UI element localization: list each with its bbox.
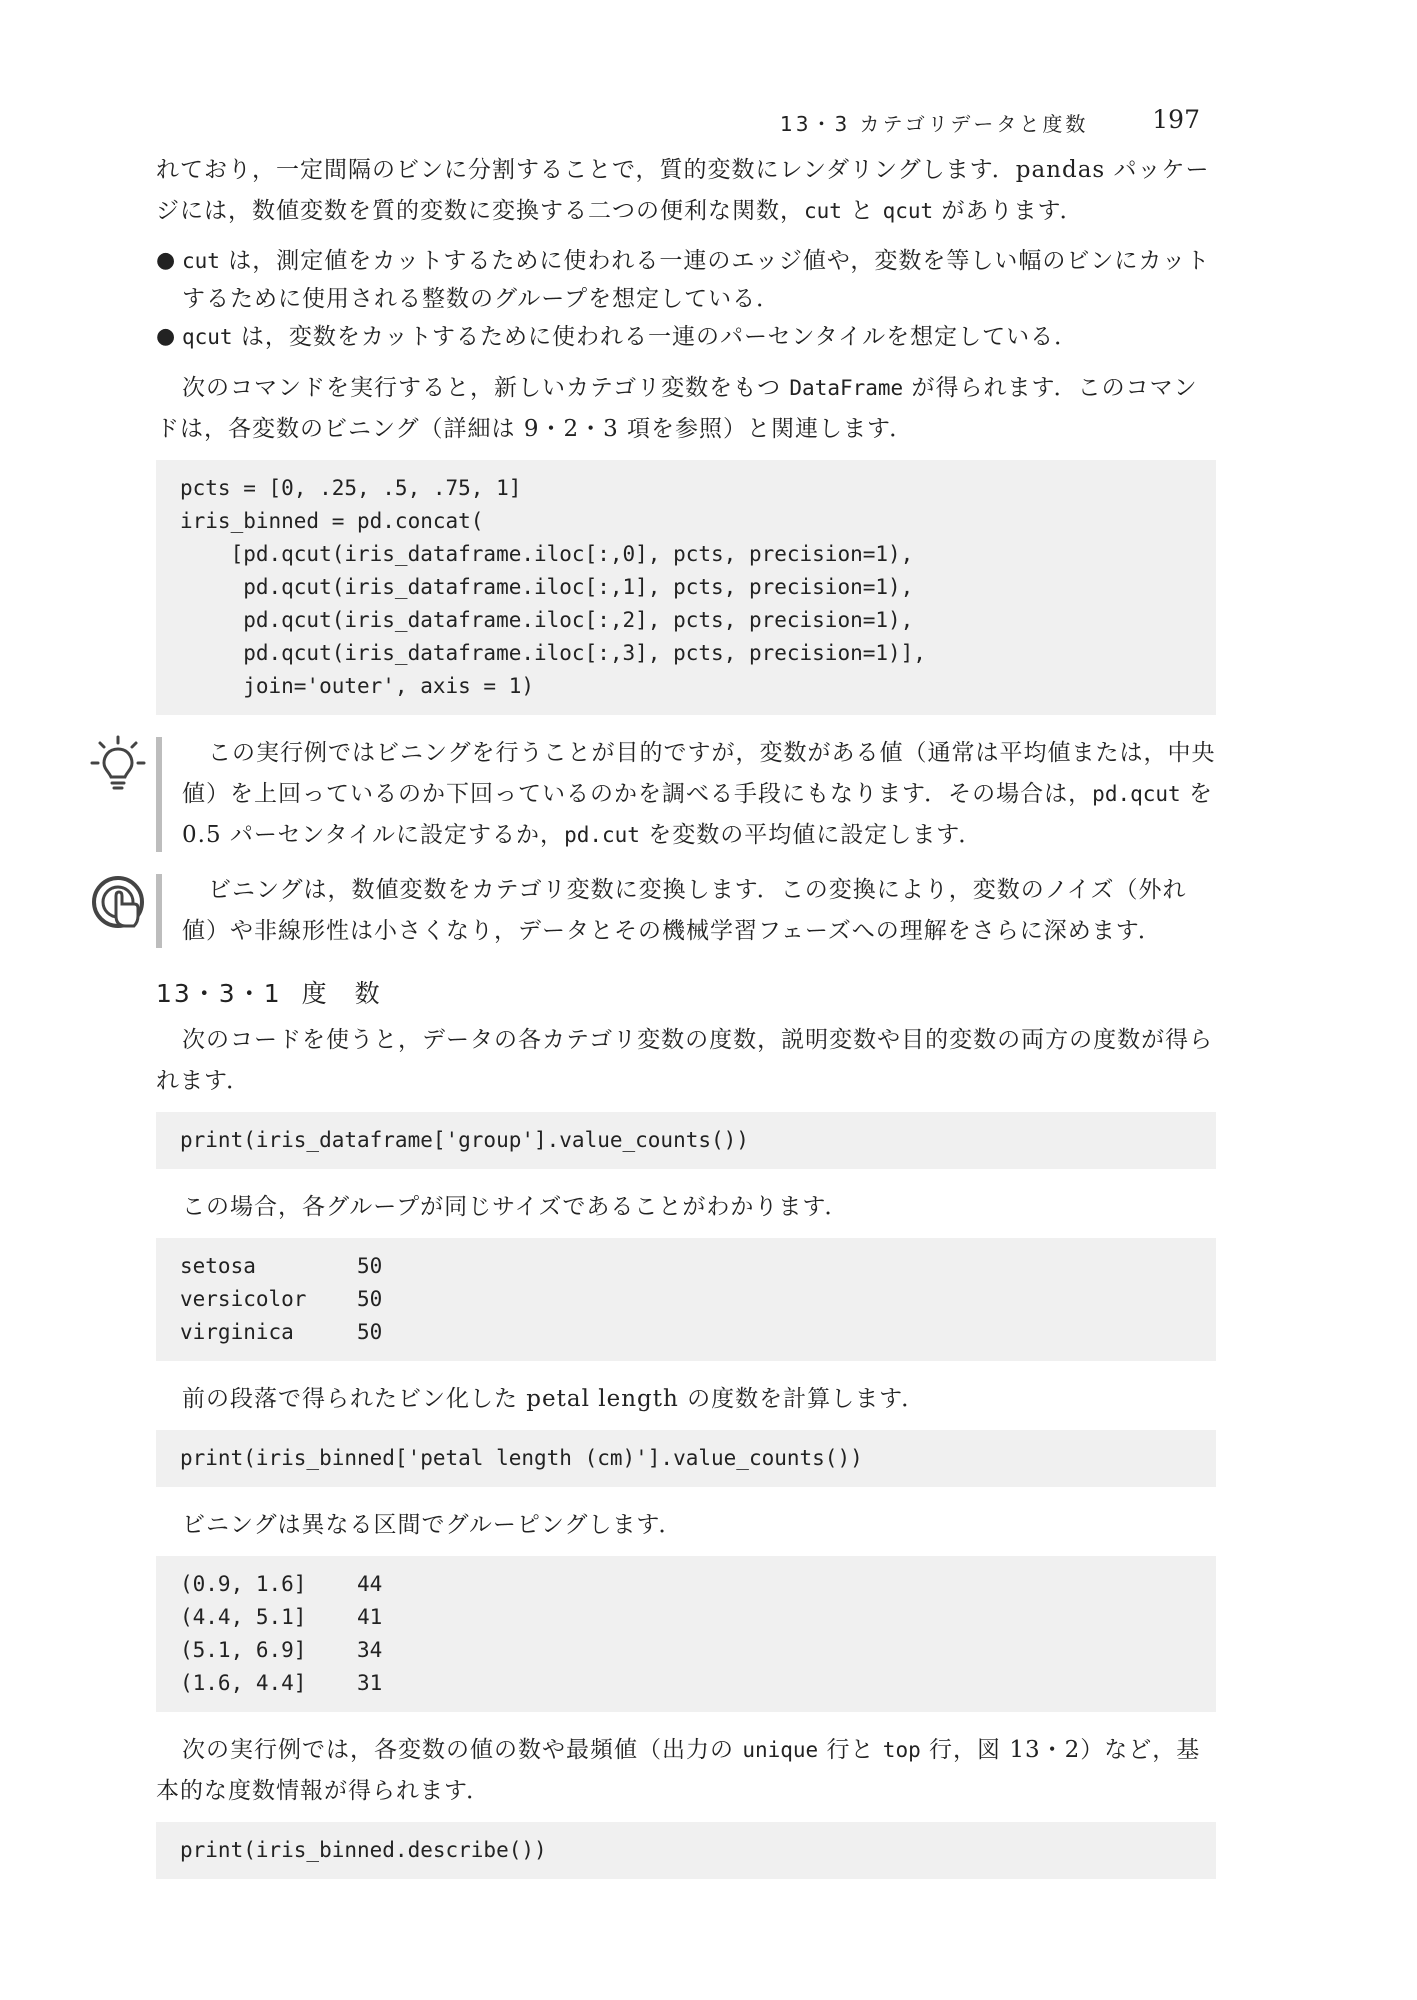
bullet-code: cut (182, 249, 220, 273)
paragraph-frequency: 次のコードを使うと，データの各カテゴリ変数の度数，説明変数や目的変数の両方の度数が得られます． (156, 1027, 1214, 1094)
bullet-text: は，測定値をカットするために使われる一連のエッジ値や，変数を等しい幅のビンにカットするために使用される整数のグループを想定している． (182, 248, 1211, 312)
paragraph-binning-intervals: ビニングは異なる区間でグルーピングします． (182, 1512, 683, 1538)
note-box (156, 870, 1216, 952)
bullet-dot-icon: ● (156, 248, 177, 273)
note-text: ビニングは，数値変数をカテゴリ変数に変換します．この変換により，変数のノイズ（外れ値）や非線形性は小さくなり，データとその機械学習フェーズへの理解をさらに深めます． (182, 877, 1187, 944)
para2-text-b: が得られます．このコマンドは，各変数のビニング（詳細は 9・2・3 項を参照）と関連します． (156, 375, 1198, 442)
header-section-title: 13・3 カテゴリデータと度数 (780, 112, 1089, 136)
tip-box (156, 733, 1216, 856)
inline-code-cut: cut (804, 199, 842, 223)
para7-text-b: 行と (818, 1737, 883, 1763)
para2-text-a: 次のコマンドを実行すると，新しいカテゴリ変数をもつ (182, 375, 790, 401)
section-heading (156, 974, 1216, 1010)
intro-paragraph (156, 150, 1216, 232)
lightbulb-icon (90, 735, 146, 795)
page-body (156, 150, 1216, 1897)
para7-text-a: 次の実行例では，各変数の値の数や最頻値（出力の (182, 1737, 743, 1763)
paragraph-group-size: この場合，各グループが同じサイズであることがわかります． (182, 1194, 849, 1220)
paragraph-dataframe (156, 368, 1216, 450)
output-block-group-counts: setosa 50 versicolor 50 virginica 50 (156, 1238, 1216, 1361)
inline-code-pd-qcut: pd.qcut (1092, 782, 1181, 806)
tip-bar (156, 737, 162, 852)
bullet-list (156, 242, 1216, 356)
code-block-petal-counts: print(iris_binned['petal length (cm)'].value_counts()) (156, 1430, 1216, 1487)
running-header (780, 105, 1200, 137)
bullet-item-qcut (156, 318, 1216, 356)
tip-text-b: を 0.5 パーセンタイルに設定するか， (182, 781, 1213, 848)
paragraph-petal-length: 前の段落で得られたビン化した petal length の度数を計算します． (182, 1386, 926, 1412)
intro-text-a: れており，一定間隔のビンに分割することで，質的変数にレンダリングします．pandas パッケージには，数値変数を質的変数に変換する二つの便利な関数， (156, 157, 1210, 224)
para7-text-c: 行，図 13・2）など，基本的な度数情報が得られます． (156, 1737, 1201, 1804)
output-block-petal-counts: (0.9, 1.6] 44 (4.4, 5.1] 41 (5.1, 6.9] 34 (1.6, 4.4] 31 (156, 1556, 1216, 1712)
inline-code-top: top (882, 1738, 921, 1762)
intro-text-c: があります． (933, 198, 1084, 224)
bullet-dot-icon: ● (156, 324, 177, 349)
section-title: 度数 (301, 979, 408, 1008)
section-number: 13・3・1 (156, 979, 282, 1008)
code-block-describe: print(iris_binned.describe()) (156, 1822, 1216, 1879)
page-number: 197 (1152, 105, 1200, 134)
bullet-text: は，変数をカットするために使われる一連のパーセンタイルを想定している． (232, 324, 1079, 350)
bullet-item-cut (156, 242, 1216, 318)
inline-code-pd-cut: pd.cut (564, 823, 640, 847)
intro-text-b: と (841, 198, 883, 224)
bullet-code: qcut (182, 325, 233, 349)
note-bar (156, 874, 162, 948)
inline-code-dataframe: DataFrame (789, 376, 904, 400)
code-block-binning: pcts = [0, .25, .5, .75, 1] iris_binned = pd.concat( [pd.qcut(iris_dataframe.iloc[:,0], pcts, precision=1), pd.qcut(iris_dataframe.iloc[:,1], pcts, precision=1), pd.qcut(iris_dataframe.iloc[:,2], pcts, precision=1), pd.qcut(iris_dataframe.iloc[:,3], pcts, precision=1)], join='outer', axis = 1) (156, 460, 1216, 715)
tip-text (156, 733, 1216, 856)
paragraph-describe (156, 1730, 1216, 1812)
touch-hand-icon (90, 872, 146, 932)
inline-code-qcut: qcut (882, 199, 934, 223)
code-block-group-counts: print(iris_dataframe['group'].value_counts()) (156, 1112, 1216, 1169)
inline-code-unique: unique (742, 1738, 819, 1762)
tip-text-a: この実行例ではビニングを行うことが目的ですが，変数がある値（通常は平均値または，中央値）を上回っているのか下回っているのかを調べる手段にもなります．その場合は， (182, 740, 1216, 807)
tip-text-c: を変数の平均値に設定します． (639, 822, 983, 848)
